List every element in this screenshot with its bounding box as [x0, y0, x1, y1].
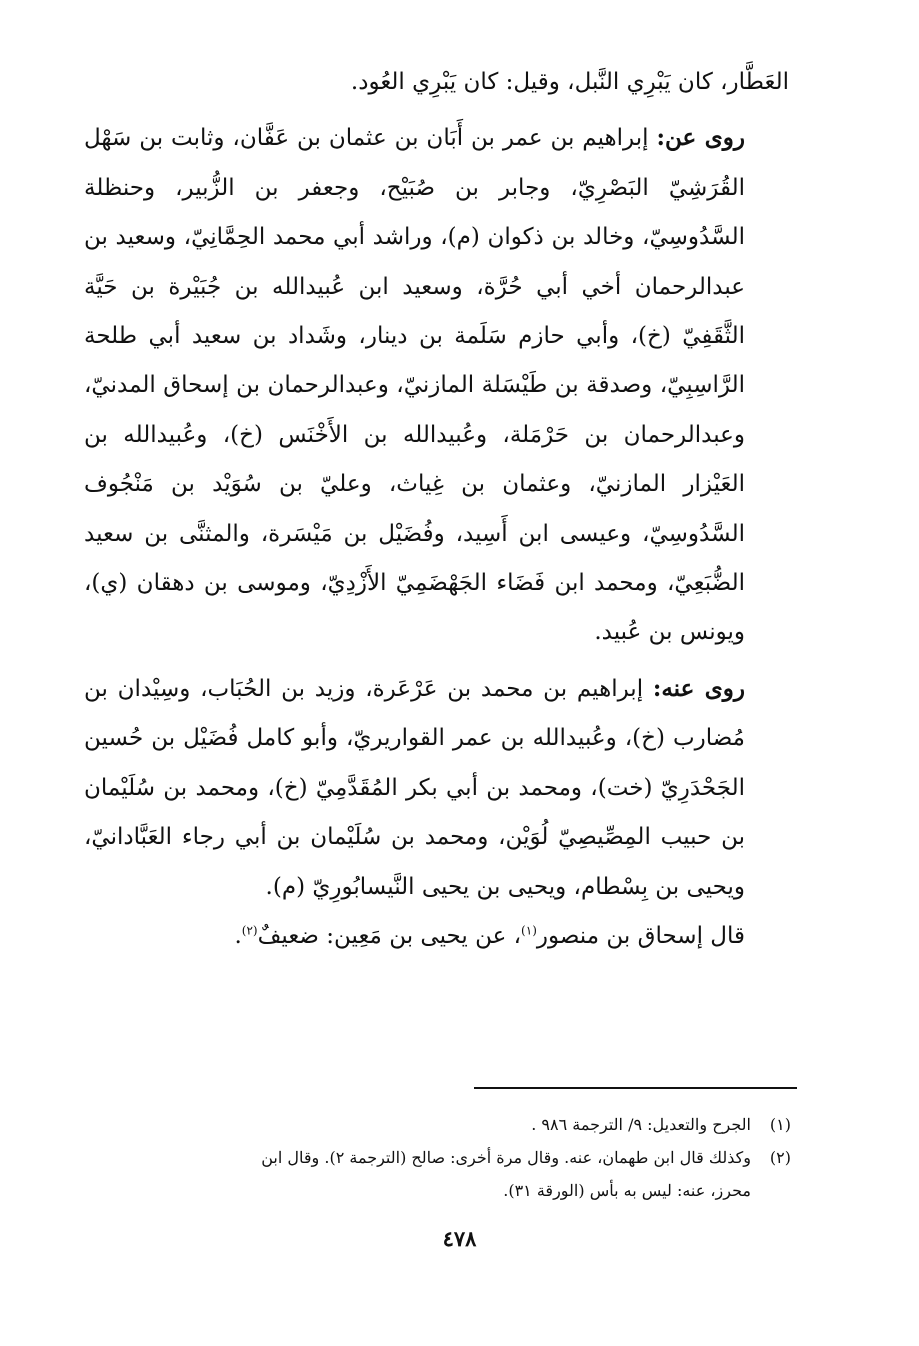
narrators-by-list: إبراهيم بن محمد بن عَرْعَرة، وزيد بن الحُبَاب، وسِيْدان بن مُضارب (خ)، وعُبيدالله بن عمر القواريريّ، وأبو كامل فُضَيْل بن حُسين الجَحْدَرِيّ (خت)، ومحمد بن أبي بكر المُقَدَّمِيّ (خ)، ومحمد بن سُلَيْمان بن حبيب المِصِّيصِيّ لُوَيْن، ومحمد بن سُلَيْمان بن أبي رجاء العَبَّادانيّ، ويحيى بن بِسْطام، ويحيى بن يحيى النَّيسابُورِيّ (م). [84, 675, 745, 900]
paragraph-narrated-from [84, 113, 789, 657]
footnote-1 [84, 1108, 791, 1141]
footnotes [84, 1108, 791, 1207]
section-heading-narrated-by: روى عنه: [652, 674, 745, 702]
paragraph-narrated-by [84, 664, 789, 912]
paragraph-grading [84, 912, 789, 961]
grading-text-start: قال إسحاق بن منصور [536, 922, 745, 949]
footnote-2-continuation: محرز، عنه: ليس به بأس (الورقة ٣١). [503, 1181, 751, 1200]
grading-text-end: . [234, 922, 242, 949]
paragraph-opening: العَطَّار، كان يَبْرِي النَّبل، وقيل: كان يَبْرِي العُود. [350, 69, 789, 95]
footnote-text: الجرح والتعديل: ٩/ الترجمة ٩٨٦ . [531, 1115, 751, 1134]
footnote-2 [84, 1141, 791, 1174]
grading-text-middle: ، عن يحيى بن مَعِين: ضعيفٌ [257, 922, 522, 949]
footnote-ref-2[interactable]: (٢) [241, 923, 258, 938]
main-text [84, 58, 789, 961]
footnote-text: وكذلك قال ابن طهمان، عنه. وقال مرة أخرى: صالح (الترجمة ٢). وقال ابن [261, 1148, 751, 1167]
footnote-ref-1[interactable]: (١) [521, 923, 537, 938]
narrators-from-list: إبراهيم بن عمر بن أَبَان بن عثمان بن عَفَّان، وثابت بن سَهْل القُرَشِيّ البَصْرِيّ، وجابر بن صُبَيْح، وجعفر بن الزُّبير، وحنظلة السَّدُوسِيّ، وخالد بن ذكوان (م)، وراشد أبي محمد الحِمَّانِيّ، وسعيد بن عبدالرحمان أخي أبي حُرَّة، وسعيد ابن عُبيدالله بن جُبَيْرة بن حَيَّة الثَّقَفِيّ (خ)، وأبي حازم سَلَمة بن دينار، وشَداد بن سعيد أبي طلحة الرَّاسِبِيّ، وصدقة بن طَيْسَلة المازنيّ، وعبدالرحمان بن إسحاق المدنيّ، وعبدالرحمان بن حَرْمَلة، وعُبيدالله بن الأَخْنَس (خ)، وعُبيدالله بن العَيْزار المازنيّ، وعثمان بن غِياث، وعليّ بن سُوَيْد بن مَنْجُوف السَّدُوسِيّ، وعيسى ابن أَسِيد، وفُضَيْل بن مَيْسَرة، والمثنَّى بن سعيد الضُّبَعِيّ، ومحمد ابن فَضَاء الجَهْضَمِيّ الأَزْدِيّ، وموسى بن دهقان (ي)، ويونس بن عُبيد. [84, 125, 745, 646]
footnote-number: (١) [769, 1115, 791, 1134]
page-number: ٤٧٨ [442, 1226, 477, 1251]
section-heading-narrated-from: روى عن: [656, 124, 746, 152]
footnote-number: (٢) [769, 1148, 791, 1167]
footnote-divider [474, 1087, 797, 1089]
